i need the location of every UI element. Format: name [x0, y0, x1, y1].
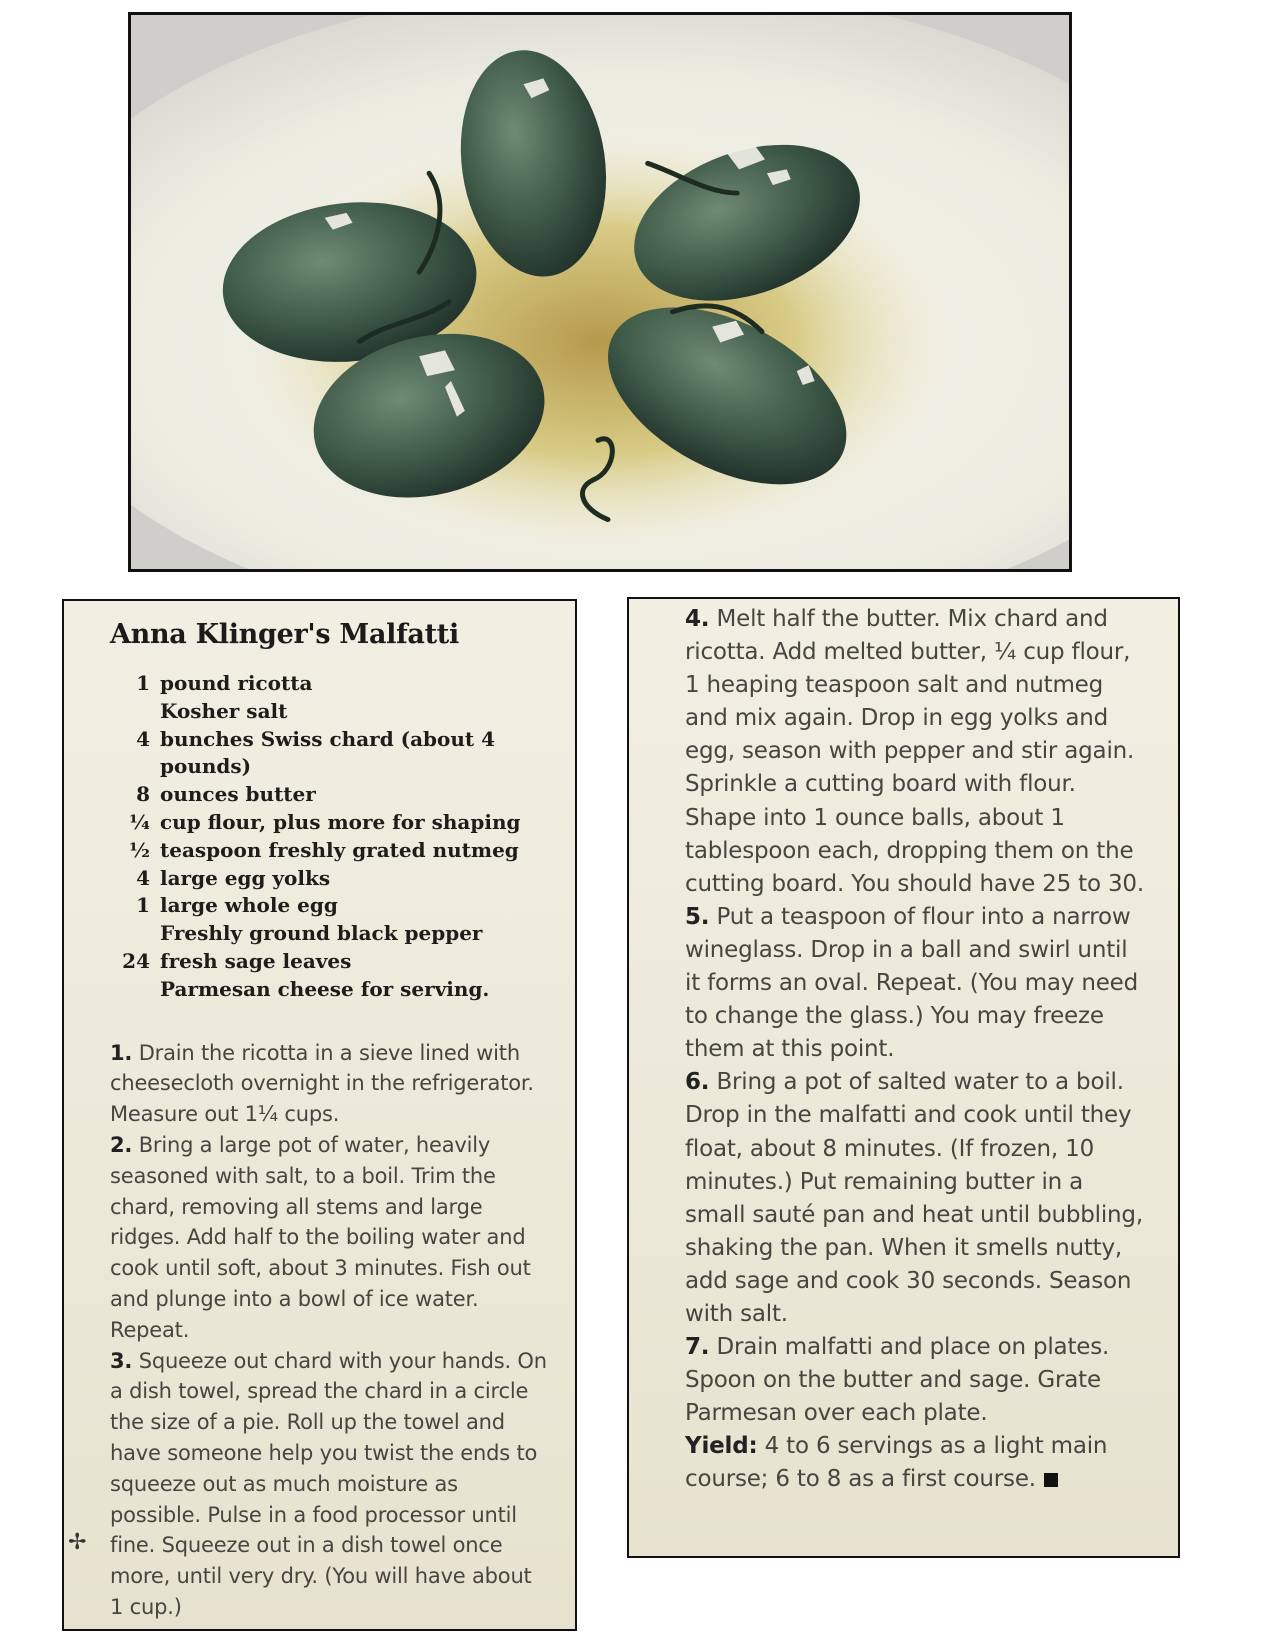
ingredient-item: 8 ounces butter — [136, 782, 316, 807]
sprig-icon: ✢ — [68, 1530, 87, 1555]
ingredient-item: Kosher salt — [160, 698, 288, 723]
ingredient-item: ¼ cup flour, plus more for shaping — [129, 809, 521, 834]
ingredient-item: 4 bunches Swiss chard (about 4 pounds) — [136, 726, 496, 779]
recipe-title: Anna Klinger's Malfatti — [110, 619, 459, 650]
recipe-clipping-left — [62, 599, 577, 1631]
end-square-icon — [1044, 1473, 1058, 1487]
malfatti-plate-illustration — [131, 15, 1069, 569]
ingredient-item: ½ teaspoon freshly grated nutmeg — [129, 837, 519, 862]
ingredient-item: 4 large egg yolks — [136, 865, 331, 890]
dish-photo — [128, 12, 1072, 572]
ingredient-list — [110, 670, 547, 1004]
step-4: 4. Melt half the butter. Mix chard and ricotta. Add melted butter, ¼ cup flour, 1 heaping teaspoon salt and nutmeg and mix again. Drop in egg yolks and egg, season with pepper and stir again. Sprinkle a cutting board with flour. Shape into 1 ounce balls, about 1 tablespoon each, dropping them on the cutting board. You should have 25 to 30. — [685, 606, 1144, 897]
step-6: 6. Bring a pot of salted water to a boil. Drop in the malfatti and cook until they float, about 8 minutes. (If frozen, 10 minutes.) Put remaining butter in a small sauté pan and heat until bubbling, shaking the pan. When it smells nutty, add sage and cook 30 seconds. Season with salt. — [685, 1069, 1143, 1327]
step-5: 5. Put a teaspoon of flour into a narrow wineglass. Drop in a ball and swirl until it forms an oval. Repeat. (You may need to change the glass.) You may freeze them at this point. — [685, 903, 1139, 1063]
step-2: 2. Bring a large pot of water, heavily seasoned with salt, to a boil. Trim the chard, removing all stems and large ridges. Add half to the boiling water and cook until soft, about 3 minutes. Fish out and plunge into a bowl of ice water. Repeat. — [110, 1132, 531, 1342]
step-7: 7. Drain malfatti and place on plates. Spoon on the butter and sage. Grate Parmesan over each plate. — [685, 1334, 1110, 1427]
ingredient-item: 24 fresh sage leaves — [122, 948, 352, 973]
ingredient-item: 1 pound ricotta — [136, 671, 313, 695]
step-1: 1. Drain the ricotta in a sieve lined with cheesecloth overnight in the refrigerator. Measure out 1¼ cups. — [110, 1040, 534, 1127]
step-3: 3. Squeeze out chard with your hands. On a dish towel, spread the chard in a circle the size of a pie. Roll up the towel and have someone help you twist the ends to squeeze out as much moisture as possible. Pulse in a food processor until fine. Squeeze out in a dish towel once more, until very dry. (You will have about 1 cup.) — [110, 1348, 547, 1619]
yield: Yield: 4 to 6 servings as a light main course; 6 to 8 as a first course. — [685, 1433, 1108, 1493]
ingredient-item: 1 large whole egg — [136, 893, 338, 918]
ingredient-item: Parmesan cheese for serving. — [160, 976, 490, 1001]
ingredient-item: Freshly ground black pepper — [160, 921, 483, 946]
recipe-clipping-right — [627, 597, 1180, 1558]
